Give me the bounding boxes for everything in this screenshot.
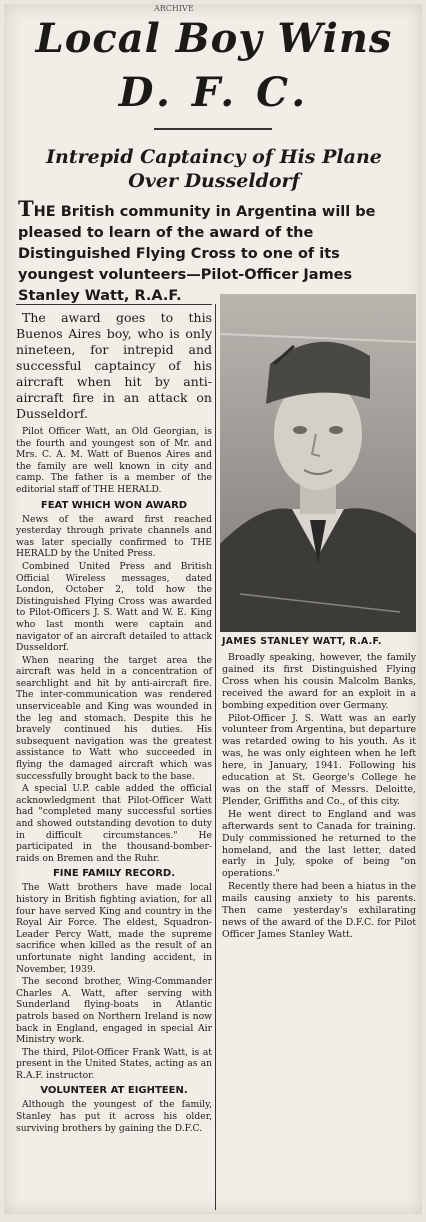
right-paragraph: Broadly speaking, however, the family gained its first Distinguished Flying Cross when his cousin Malcolm Banks, received the award for an exploit in a bombing expedition over Germany. bbox=[222, 652, 416, 711]
portrait-photo bbox=[220, 294, 416, 632]
lead-dropcap: T bbox=[18, 196, 34, 221]
right-paragraph: Pilot-Officer J. S. Watt was an early volunteer from Argentina, but departure was retarded owing to his youth. As it was, he was only eighteen when he left here, in January, 1941. Following his education at St. George's College he was on the staff of Messrs. Deloitte, Plender, Griffiths and Co., of this city. bbox=[222, 712, 416, 807]
headline-rule bbox=[154, 128, 272, 130]
right-paragraph: He went direct to England and was afterwards sent to Canada for training. Duly commissioned he returned to the homeland, and the last letter, dated early in July, spoke of being "on operations." bbox=[222, 808, 416, 880]
column-top-rule bbox=[16, 304, 212, 305]
section-heading-family: FINE FAMILY RECORD. bbox=[52, 868, 176, 880]
headline-line-1: Local Boy Wins bbox=[35, 15, 393, 62]
top-mark: ARCHIVE bbox=[154, 4, 194, 13]
left-paragraph: The third, Pilot-Officer Frank Watt, is at present in the United States, acting as an R.A.F. instructor. bbox=[16, 1046, 212, 1081]
left-paragraph: The second brother, Wing-Commander Charles A. Watt, after serving with Sunderland flying-boats in Atlantic patrols based on Northern Ireland is now back in England, engaged in special Air Ministry work. bbox=[16, 976, 212, 1046]
right-paragraph: Recently there had been a hiatus in the mails causing anxiety to his parents. Then came yesterday's exhilarating news of the award of the D.F.C. for Pilot Officer James Stanley Watt. bbox=[222, 881, 416, 940]
left-paragraph: News of the award first reached yesterday through private channels and was later specially confirmed to THE HERALD by the United Press. bbox=[16, 513, 212, 560]
lead-paragraph bbox=[18, 198, 414, 307]
right-column bbox=[222, 652, 416, 942]
left-paragraph: The Watt brothers have made local history in British fighting aviation, for all four have served King and country in the Royal Air Force. The eldest, Squadron-Leader Percy Watt, made the supreme sacrifice when killed as the result of an unfortunate night landing accident, in November, 1939. bbox=[16, 882, 212, 975]
left-intro: The award goes to this Buenos Aires boy, who is only nineteen, for intrepid and successful captaincy of his aircraft when hit by anti-aircraft fire in an attack on Dusseldorf. bbox=[16, 310, 212, 421]
left-paragraph: A special U.P. cable added the official acknowledgment that Pilot-Officer Watt had "completed many successful sorties and showed outstanding devotion to duty in difficult circumstances." He participated in the thousand-bomber-raids on Bremen and the Ruhr. bbox=[16, 783, 212, 864]
newspaper-clipping bbox=[4, 4, 422, 1214]
section-heading-volunteer: VOLUNTEER AT EIGHTEEN. bbox=[40, 1085, 188, 1097]
headline-line-2: D. F. C. bbox=[118, 69, 310, 116]
subhead-line-2: Over Dusseldorf bbox=[128, 170, 300, 192]
left-paragraph: Although the youngest of the family, Stanley has put it across his older, surviving brothers by gaining the D.F.C. bbox=[16, 1099, 212, 1134]
left-paragraph: When nearing the target area the aircraft was held in a concentration of searchlight and hit by anti-aircraft fire. The inter-communication was rendered unserviceable and King was wounded in the leg and stomach. Despite this he bravely continued his duties. His subsequent navigation was the greatest assistance to Watt who succeeded in flying the damaged aircraft which was successfully brought back to the base. bbox=[16, 654, 212, 782]
left-paragraph: Combined United Press and British Official Wireless messages, dated London, October 2, told how the Distinguished Flying Cross was awarded to Pilot-Officers J. S. Watt and W. E. King who last month were captain and navigator of an aircraft detailed to attack Dusseldorf. bbox=[16, 560, 212, 654]
portrait-photo-drawing bbox=[220, 294, 416, 632]
left-column bbox=[16, 310, 212, 1135]
column-divider bbox=[215, 304, 216, 1210]
subhead-line-1: Intrepid Captaincy of His Plane bbox=[46, 146, 382, 168]
lead-text: HE British community in Argentina will be pleased to learn of the award of the Distinguished Flying Cross to one of its youngest volunteers—Pilot-Officer James Stanley Watt, R.A.F. bbox=[18, 204, 376, 304]
section-heading-feat: FEAT WHICH WON AWARD bbox=[40, 499, 188, 511]
left-paragraph: Pilot Officer Watt, an Old Georgian, is the fourth and youngest son of Mr. and Mrs. C. A. M. Watt of Buenos Aires and the family are well known in city and camp. The father is a member of the editorial staff of THE HERALD. bbox=[16, 426, 212, 495]
photo-caption: JAMES STANLEY WATT, R.A.F. bbox=[222, 636, 382, 647]
